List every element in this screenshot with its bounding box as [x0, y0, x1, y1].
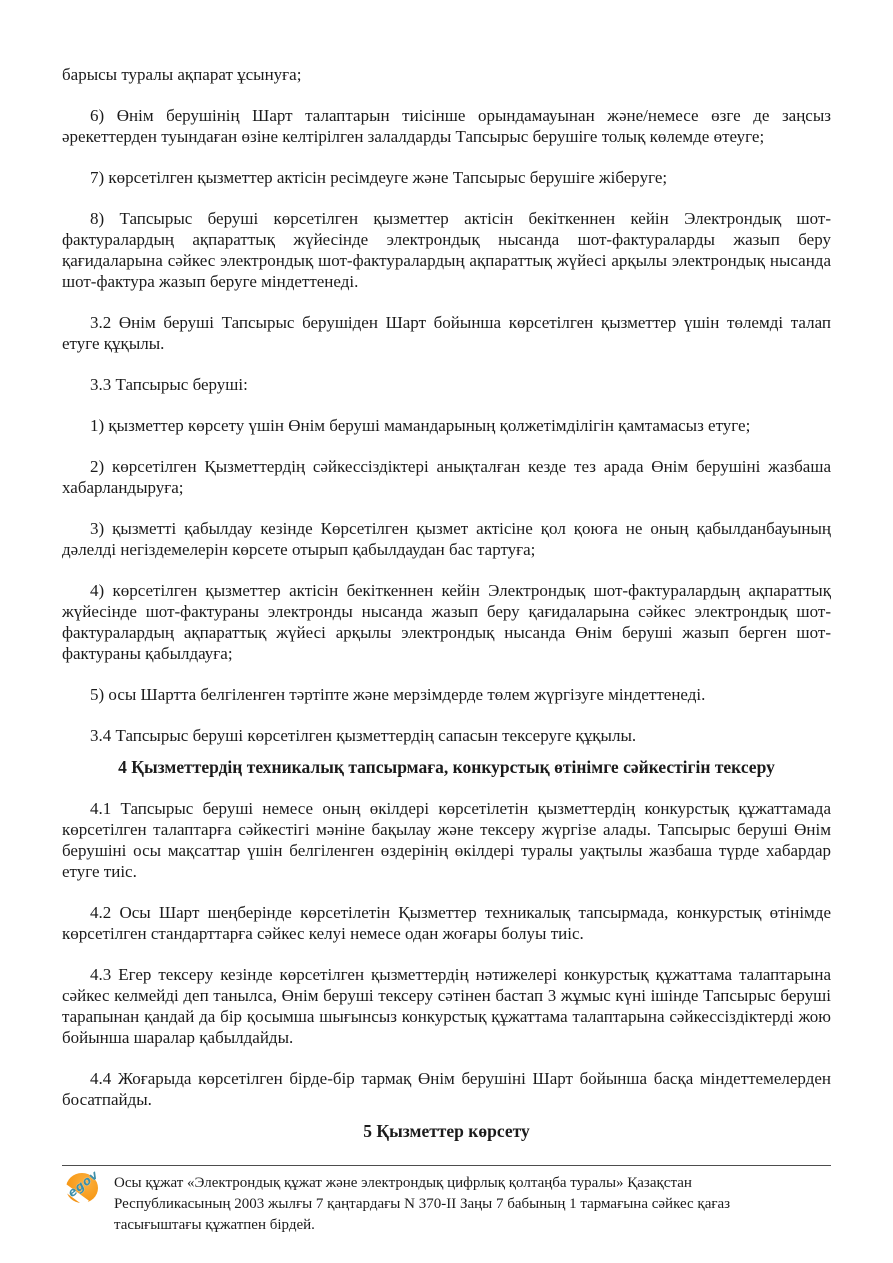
clause-3-4-paragraph: 3.4 Тапсырыс беруші көрсетілген қызметтердің сапасын тексеруге құқылы. [90, 726, 637, 745]
egov-logo-icon [62, 1167, 114, 1218]
section-4-heading: 4 Қызметтердің техникалық тапсырмаға, конкурстық өтінімге сәйкестігін тексеру [118, 757, 775, 777]
footer-legal-text [114, 1172, 730, 1236]
clause-8-paragraph: 8) Тапсырыс беруші көрсетілген қызметтер актісін бекіткеннен кейін Электрондық шот-фактуралардың ақпараттық жүйесінде электрондық нысанда шот-фактураларды жазып беру қағидаларына сәйкес электрондық шот-фактуралардың ақпараттық жүйесі арқылы электрондық нысанда шот-фактура жазып беруге міндеттенеді. [62, 209, 831, 291]
subclause-5-paragraph: 5) осы Шартта белгіленген тәртіпте және мерзімдерде төлем жүргізуге міндеттенеді. [90, 685, 706, 704]
footer-line-2: Республикасының 2003 жылғы 7 қаңтардағы N 370-II Заңы 7 бабының 1 тармағына сәйкес қағаз [114, 1196, 731, 1212]
subclause-4-paragraph: 4) көрсетілген қызметтер актісін бекіткеннен кейін Электрондық шот-фактуралардың ақпараттық жүйесінде шот-фактураны электронды нысанда жазып беру қағидаларына сәйкес электрондық шот-фактуралардың ақпараттық жүйесі арқылы электрондық нысанда Өнім беруші жазып берген шот-фактураны қабылдауға; [62, 581, 831, 663]
clause-7-paragraph: 7) көрсетілген қызметтер актісін ресімдеуге және Тапсырыс берушіге жіберуге; [90, 168, 668, 187]
subclause-3-paragraph: 3) қызметті қабылдау кезінде Көрсетілген қызмет актісіне қол қоюға не оның қабылданбауының дәлелді негіздемелерін көрсете отырып қабылдаудан бас тартуға; [62, 519, 831, 559]
clause-4-2-paragraph: 4.2 Осы Шарт шеңберінде көрсетілетін Қызметтер техникалық тапсырмада, конкурстық өтінімде көрсетілген стандарттарға сәйкес келуі немесе одан жоғары болуы тиіс. [62, 903, 831, 943]
subclause-1-paragraph: 1) қызметтер көрсету үшін Өнім беруші мамандарының қолжетімділігін қамтамасыз етуге; [90, 416, 751, 435]
continuation-paragraph: барысы туралы ақпарат ұсынуға; [62, 65, 302, 84]
footer [62, 1165, 831, 1236]
clause-3-3-paragraph: 3.3 Тапсырыс беруші: [90, 375, 248, 394]
clause-4-3-paragraph: 4.3 Егер тексеру кезінде көрсетілген қызметтердің нәтижелері конкурстық құжаттама талаптарына сәйкес келмейді деп танылса, Өнім беруші тексеру сәтінен бастап 3 жұмыс күні ішінде Тапсырыс беруші тарапынан қандай да бір қосымша шығынсыз конкурстық құжаттама талаптарына сәйкессіздіктерді жою бойынша шаралар қабылдайды. [62, 965, 831, 1047]
section-5-heading: 5 Қызметтер көрсету [363, 1121, 530, 1141]
egov-logo-text: egov [65, 1167, 102, 1201]
clause-6-paragraph: 6) Өнім берушінің Шарт талаптарын тиісінше орындамауынан және/немесе өзге де заңсыз әрекеттерден туындаған өзіне келтірілген залалдарды Тапсырыс берушіге толық көлемде өтеуге; [62, 106, 831, 146]
document-body [62, 64, 831, 1142]
footer-divider [62, 1165, 831, 1166]
clause-4-1-paragraph: 4.1 Тапсырыс беруші немесе оның өкілдері көрсетілетін қызметтердің конкурстық құжаттамада көрсетілген талаптарға сәйкестігі мәніне бақылау және тексеру жүргізе алады. Тапсырыс беруші Өнім берушіні осы мақсаттар үшін белгіленген өздерінің өкілдері туралы уақтылы жазбаша түрде хабардар етуге тиіс. [62, 799, 831, 881]
footer-line-1: Осы құжат «Электрондық құжат және электрондық цифрлық қолтаңба туралы» Қазақстан [114, 1175, 692, 1191]
footer-content [62, 1167, 831, 1236]
clause-3-2-paragraph: 3.2 Өнім беруші Тапсырыс берушіден Шарт бойынша көрсетілген қызметтер үшін төлемді талап етуге құқылы. [62, 313, 831, 353]
subclause-2-paragraph: 2) көрсетілген Қызметтердің сәйкессіздіктері анықталған кезде тез арада Өнім берушіні жазбаша хабарландыруға; [62, 457, 831, 497]
footer-line-3: тасығыштағы құжатпен бірдей. [114, 1217, 315, 1233]
clause-4-4-paragraph: 4.4 Жоғарыда көрсетілген бірде-бір тармақ Өнім берушіні Шарт бойынша басқа міндеттемелерден босатпайды. [62, 1069, 831, 1109]
